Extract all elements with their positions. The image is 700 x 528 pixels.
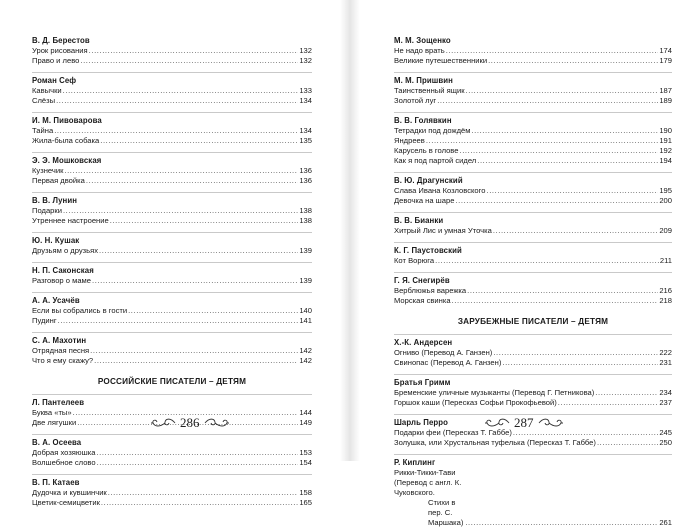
entry-title: Волшебное слово (32, 458, 96, 467)
right-page-folio (484, 414, 564, 432)
entry-page-number: 144 (299, 408, 312, 417)
left-page-folio (150, 414, 230, 432)
section-title: РОССИЙСКИЕ ПИСАТЕЛИ – ДЕТЯМ (97, 377, 247, 386)
dot-leader (90, 346, 298, 356)
author-name: Ю. Н. Кушак (32, 232, 312, 246)
dot-leader (110, 216, 299, 226)
entry-title: Не надо врать (394, 46, 445, 55)
dot-leader (437, 96, 658, 106)
toc-entry (394, 438, 672, 448)
toc-entry (32, 346, 312, 356)
entry-title: Горшок каши (Пересказ Софьи Прокофьевой) (394, 398, 557, 407)
entry-title: Тайна (32, 126, 54, 135)
entry-title: Кузнечик (32, 166, 64, 175)
toc-entry (394, 226, 672, 236)
author-name: И. М. Пивоварова (32, 112, 312, 126)
dot-leader (493, 348, 658, 358)
toc-entry (394, 468, 672, 528)
author-name: В. Д. Берестов (32, 36, 90, 45)
dot-leader (467, 286, 658, 296)
author-name: Шарль Перро (394, 414, 672, 428)
entry-page-number: 209 (659, 226, 672, 235)
entry-title: Хитрый Лис и умная Уточка (394, 226, 492, 235)
dot-leader (64, 166, 298, 176)
entry-page-number: 158 (299, 488, 312, 497)
entry-page-number: 136 (299, 166, 312, 175)
entry-page-number: 237 (659, 398, 672, 407)
entry-title: Что я ему скажу? (32, 356, 94, 365)
entry-page-number: 194 (659, 156, 672, 165)
left-page (0, 0, 350, 507)
dot-leader (94, 356, 298, 366)
toc-entry (32, 136, 312, 146)
entry-page-number: 138 (299, 206, 312, 215)
entry-page-number: 200 (659, 196, 672, 205)
entry-page-number: 139 (299, 246, 312, 255)
entry-title: Как я под партой сидел (394, 156, 477, 165)
author-name: В. В. Лунин (32, 192, 312, 206)
entry-page-number: 142 (299, 356, 312, 365)
toc-entry (32, 448, 312, 458)
entry-title: Две лягушки (32, 418, 77, 427)
entry-page-number: 165 (299, 498, 312, 507)
entry-title: Отрядная песня (32, 346, 90, 355)
dot-leader (96, 448, 298, 458)
dot-leader (595, 388, 658, 398)
dot-leader (58, 316, 299, 326)
dot-leader (128, 306, 298, 316)
entry-title-line-2: Стихи в пер. С. Маршака) (428, 498, 464, 527)
entry-title: Друзьям о друзьях (32, 246, 99, 255)
entry-page-number: 231 (659, 358, 672, 367)
toc-entry (394, 256, 672, 266)
entry-page-number: 191 (659, 136, 672, 145)
entry-title: Если вы собрались в гости (32, 306, 128, 315)
entry-title: Таинственный ящик (394, 86, 465, 95)
entry-title: Подарки (32, 206, 62, 215)
dot-leader (455, 196, 658, 206)
dot-leader (108, 488, 299, 498)
entry-page-number: 135 (299, 136, 312, 145)
left-page-number: 286 (180, 415, 200, 430)
toc-entry (394, 56, 672, 66)
entry-title: Свинопас (Перевод А. Ганзен) (394, 358, 502, 367)
toc-entry (394, 46, 672, 56)
author-name: С. А. Махотин (32, 332, 312, 346)
author-name: В. П. Катаев (32, 474, 312, 488)
toc-entry (32, 458, 312, 468)
entry-page-number: 216 (659, 286, 672, 295)
dot-leader (597, 438, 658, 448)
toc-entry (32, 126, 312, 136)
author-name: Х.-К. Андерсен (394, 334, 672, 348)
toc-entry (32, 356, 312, 366)
left-toc-column (32, 36, 312, 508)
dot-leader (80, 56, 298, 66)
author-name: М. М. Пришвин (394, 72, 672, 86)
toc-entry (394, 186, 672, 196)
author-name: М. М. Зощенко (394, 36, 451, 45)
entry-page-number: 134 (299, 96, 312, 105)
dot-leader (97, 458, 299, 468)
right-ornament-icon (484, 417, 510, 429)
entry-page-number: 250 (659, 438, 672, 447)
dot-leader (502, 358, 658, 368)
entry-title: Разговор о маме (32, 276, 91, 285)
toc-entry (32, 96, 312, 106)
entry-page-number: 234 (659, 388, 672, 397)
dot-leader (493, 226, 659, 236)
dot-leader (63, 86, 299, 96)
dot-leader (54, 126, 298, 136)
dot-leader (426, 136, 659, 146)
dot-leader (466, 86, 659, 96)
entry-page-number: 153 (299, 448, 312, 457)
author-name: Э. Э. Мошковская (32, 152, 312, 166)
dot-leader (465, 518, 658, 528)
dot-leader (452, 296, 659, 306)
entry-page-number: 222 (659, 348, 672, 357)
entry-title: Право и лево (32, 56, 80, 65)
dot-leader (459, 146, 658, 156)
toc-entry (394, 286, 672, 296)
author-name: Роман Сеф (32, 72, 312, 86)
entry-title: Пудинг (32, 316, 57, 325)
entry-page-number: 187 (659, 86, 672, 95)
entry-title: Девочка на шаре (394, 196, 455, 205)
entry-page-number: 190 (659, 126, 672, 135)
dot-leader (488, 56, 658, 66)
toc-entry (32, 246, 312, 256)
entry-title: Яндреев (394, 136, 425, 145)
author-name: Р. Киплинг (394, 454, 672, 468)
entry-title: Кот Ворюга (394, 256, 435, 265)
toc-entry (32, 206, 312, 216)
author-name: Г. Я. Снегирёв (394, 272, 672, 286)
entry-title: Дудочка и кувшинчик (32, 488, 107, 497)
entry-title: Цветик-семицветик (32, 498, 100, 507)
entry-title: Верблюжья варежка (394, 286, 467, 295)
toc-entry (394, 388, 672, 398)
toc-entry (32, 216, 312, 226)
author-name: Н. П. Саконская (32, 262, 312, 276)
entry-title: Золотой луг (394, 96, 437, 105)
entry-page-number: 140 (299, 306, 312, 315)
entry-title: Тетрадки под дождём (394, 126, 471, 135)
right-toc-column (394, 36, 672, 528)
entry-page-number: 134 (299, 126, 312, 135)
entry-title: Слёзы (32, 96, 56, 105)
entry-page-number: 195 (659, 186, 672, 195)
entry-page-number: 149 (299, 418, 312, 427)
dot-leader (471, 126, 658, 136)
entry-title: Первая двойка (32, 176, 85, 185)
author-name: В. В. Бианки (394, 212, 672, 226)
entry-title: Буква «ты» (32, 408, 72, 417)
toc-entry (32, 276, 312, 286)
dot-leader (86, 176, 298, 186)
author-name: Братья Гримм (394, 374, 672, 388)
entry-title: Жила-была собака (32, 136, 100, 145)
dot-leader (435, 256, 659, 266)
toc-entry (32, 488, 312, 498)
author-name: В. А. Осеева (32, 434, 312, 448)
entry-page-number: 174 (659, 46, 672, 55)
toc-entry (32, 86, 312, 96)
toc-entry (32, 56, 312, 66)
dot-leader (99, 246, 298, 256)
entry-page-number: 141 (299, 316, 312, 325)
author-name: В. В. Голявкин (394, 112, 672, 126)
toc-entry (394, 196, 672, 206)
toc-entry (394, 348, 672, 358)
entry-page-number: 218 (659, 296, 672, 305)
toc-entry (32, 176, 312, 186)
dot-leader (486, 186, 658, 196)
toc-entry (394, 146, 672, 156)
entry-title: Золушка, или Хрустальная туфелька (Пересказ Т. Габбе) (394, 438, 596, 447)
toc-entry (394, 156, 672, 166)
dot-leader (100, 136, 298, 146)
entry-title: Урок рисования (32, 46, 88, 55)
toc-entry (32, 46, 312, 56)
dot-leader (92, 276, 298, 286)
entry-title: Слава Ивана Козловского (394, 186, 486, 195)
entry-title: Огниво (Перевод А. Ганзен) (394, 348, 493, 357)
dot-leader (477, 156, 658, 166)
entry-page-number: 136 (299, 176, 312, 185)
entry-page-number: 179 (659, 56, 672, 65)
dot-leader (446, 46, 659, 56)
entry-title (394, 468, 464, 528)
entry-title: Кавычки (32, 86, 62, 95)
toc-entry (32, 498, 312, 508)
right-ornament-icon-right (538, 417, 564, 429)
entry-page-number: 132 (299, 46, 312, 55)
entry-title: Бременские уличные музыканты (Перевод Г. Петникова) (394, 388, 595, 397)
toc-entry (394, 126, 672, 136)
author-name: В. Ю. Драгунский (394, 172, 672, 186)
right-page (350, 0, 700, 527)
author-name: А. А. Усачёв (32, 292, 312, 306)
entry-page-number: 211 (659, 256, 672, 265)
entry-title-line: Рикки-Тикки-Тави (Перевод с англ. К. Чуковского. (394, 468, 462, 497)
section-title: ЗАРУБЕЖНЫЕ ПИСАТЕЛИ – ДЕТЯМ (457, 317, 609, 326)
toc-entry (394, 296, 672, 306)
toc-entry (394, 96, 672, 106)
entry-page-number: 245 (659, 428, 672, 437)
toc-entry (394, 136, 672, 146)
right-page-number: 287 (514, 415, 534, 430)
entry-title: Подарки феи (Пересказ Т. Габбе) (394, 428, 512, 437)
entry-title: Морская свинка (394, 296, 451, 305)
entry-page-number: 133 (299, 86, 312, 95)
toc-entry (394, 86, 672, 96)
author-name: К. Г. Паустовский (394, 242, 672, 256)
toc-entry (32, 306, 312, 316)
entry-title: Добрая хозяюшка (32, 448, 96, 457)
dot-leader (89, 46, 299, 56)
entry-title: Утреннее настроение (32, 216, 109, 225)
left-ornament-icon-right (204, 417, 230, 429)
entry-page-number: 189 (659, 96, 672, 105)
entry-page-number: 139 (299, 276, 312, 285)
author-name: Л. Пантелеев (32, 394, 312, 408)
entry-page-number: 138 (299, 216, 312, 225)
entry-page-number: 192 (659, 146, 672, 155)
entry-page-number: 261 (659, 518, 672, 527)
toc-entry (32, 166, 312, 176)
entry-title: Карусель в голове (394, 146, 459, 155)
entry-title: Великие путешественники (394, 56, 488, 65)
toc-entry (394, 358, 672, 368)
toc-entry (394, 398, 672, 408)
dot-leader (63, 206, 298, 216)
entry-page-number: 142 (299, 346, 312, 355)
dot-leader (558, 398, 659, 408)
left-ornament-icon (150, 417, 176, 429)
dot-leader (56, 96, 298, 106)
toc-entry (32, 316, 312, 326)
entry-page-number: 132 (299, 56, 312, 65)
entry-page-number: 154 (299, 458, 312, 467)
dot-leader (101, 498, 298, 508)
